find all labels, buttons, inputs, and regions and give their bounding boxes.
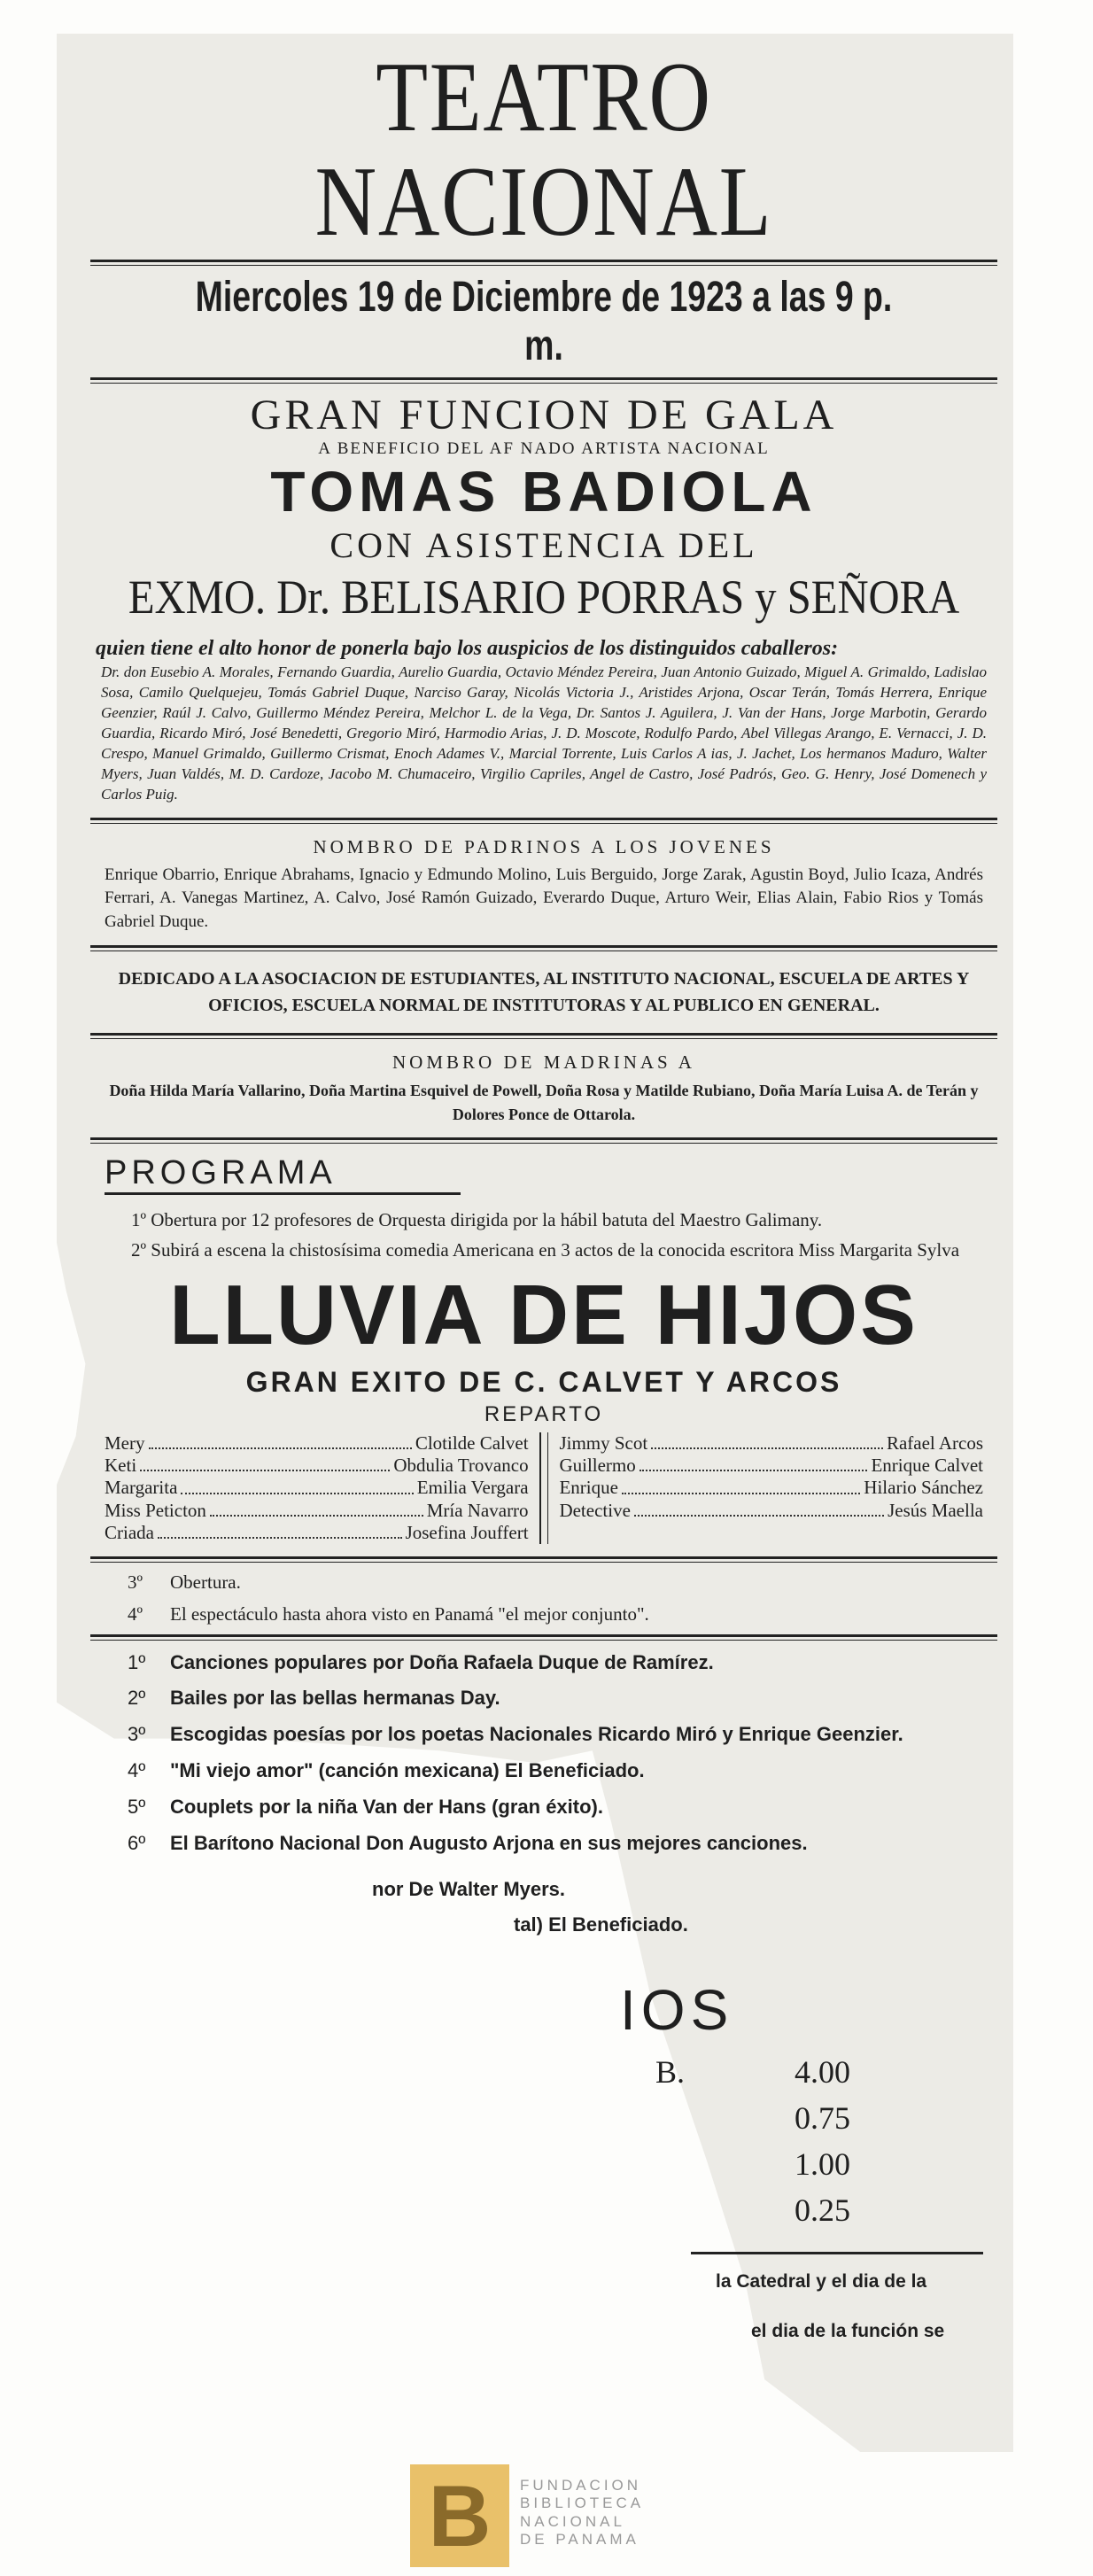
madrinas-list: Doña Hilda María Vallarino, Doña Martina Esquivel de Powell, Doña Rosa y Matilde Rubiano, Doña María Luisa A. de Terán y Dolores Ponce de Ottarola. [109,1081,979,1123]
precios-heading: IOS [620,1978,734,2042]
library-watermark-logo [410,2464,676,2567]
cast-row [105,1500,529,1522]
price-note: el dia de la función se [751,2321,945,2341]
price-row [655,2192,850,2229]
role: Miss Peticton [105,1499,206,1521]
madrinas-title: NOMBRO DE MADRINAS A [392,1051,695,1073]
divider [90,1137,997,1144]
divider [90,260,997,266]
item-text: "Mi viejo amor" (canción mexicana) El Beneficiado. [170,1759,645,1782]
logo-line: FUNDACION [520,2477,642,2494]
play-title: LLUVIA DE HIJOS [169,1268,919,1363]
actor: Emilia Vergara [416,1477,529,1499]
dedication: DEDICADO A LA ASOCIACION DE ESTUDIANTES, AL INSTITUTO NACIONAL, ESCUELA DE ARTES Y OFICIOS, ESCUELA NORMAL DE INSTITUTORAS Y AL PUBLICO EN GENERAL. [118,968,970,1015]
logo-letter: B [410,2464,509,2567]
item-text: El Barítono Nacional Don Augusto Arjona en sus mejores canciones. [170,1831,808,1854]
programa-heading: PROGRAMA [105,1154,461,1195]
beneficio-line: A BENEFICIO DEL AF NADO ARTISTA NACIONAL [318,439,770,459]
role: Enrique [559,1477,618,1499]
item-text: Escogidas poesías por los poetas Nacionales Ricardo Miró y Enrique Geenzier. [170,1723,903,1746]
reparto-heading: REPARTO [484,1402,604,1427]
cast-row [105,1455,529,1477]
asistencia-line: CON ASISTENCIA DEL [329,525,758,566]
divider [691,2252,983,2254]
program-item [128,1570,983,1594]
cast-list [105,1432,983,1544]
program-item [128,1602,983,1626]
item-number: 1º [128,1650,146,1673]
program-item [105,1207,983,1232]
divider [90,1634,997,1641]
actor: Rafael Arcos [886,1432,983,1455]
actor: Mría Navarro [426,1499,529,1521]
cast-row [559,1477,983,1499]
price-value: 0.25 [795,2192,850,2228]
actor: Enrique Calvet [871,1455,983,1477]
item-number: 5º [128,1795,146,1818]
actor: Clotilde Calvet [415,1432,529,1455]
role: Keti [105,1455,137,1477]
logo-line: BIBLIOTECA [520,2495,645,2512]
item-text: El espectáculo hasta ahora visto en Panamá "el mejor conjunto". [170,1603,649,1626]
guest-of-honor: EXMO. Dr. BELISARIO PORRAS y SEÑORA [128,570,960,625]
torn-text-fragment: nor De Walter Myers. [372,1878,566,1900]
padrinos-list: Enrique Obarrio, Enrique Abrahams, Ignacio y Edmundo Molino, Luis Berguido, Jorge Zarak, Agustin Boyd, Julio Icaza, Andrés Ferrari, A. Vanegas Martinez, A. Calvo, José Ramón Guizado, Everardo Duque, Arturo Weir, Elias Alain, Fabio Rios y Tomás Gabriel Duque. [105,865,983,931]
logo-text [520,2477,644,2549]
divider [90,818,997,824]
item-text: Couplets por la niña Van der Hans (gran éxito). [170,1795,603,1818]
item-text: Obertura por 12 profesores de Orquesta dirigida por la hábil batuta del Maestro Galimany. [151,1208,823,1230]
price-note: la Catedral y el dia de la [716,2271,927,2292]
cast-row [559,1500,983,1522]
item-number: 6º [128,1831,146,1854]
role: Criada [105,1521,154,1543]
actor: Hilario Sánchez [864,1477,983,1499]
auspicios-intro: quien tiene el alto honor de ponerla bajo los auspicios de los distinguidos caballeros: [96,637,839,661]
torn-text-fragment: tal) El Beneficiado. [514,1913,688,1936]
divider [90,1033,997,1039]
item-number: 2º [131,1238,147,1261]
divider [90,945,997,951]
role: Guillermo [559,1455,636,1477]
cast-column-left [105,1432,529,1544]
price-row [655,2145,850,2183]
cast-column-right [559,1432,983,1544]
program-item [128,1757,983,1785]
caballeros-list: Dr. don Eusebio A. Morales, Fernando Guardia, Aurelio Guardia, Octavio Méndez Pereira, Juan Antonio Guizado, Miguel A. Grimaldo, Ladislao Sosa, Camilo Quelquejeu, Tomás Gabriel Duque, Narciso Garay, Nicolás Victoria J., Aristides Arjona, Oscar Terán, Tomás Herrera, Enrique Geenzier, Raúl J. Calvo, Guillermo Méndez Pereira, Melchor L. de la Vega, Dr. Santos J. Aguilera, J. Van der Hans, Jorge Marbotin, Gerardo Guardia, Ricardo Miró, José Benedetti, Gregorio Miró, Harmodio Arias, J. D. Moscote, Rodulfo Pardo, Abel Villegas Arango, E. Vernacci, J. D. Crespo, Manuel Grimaldo, Guillermo Crismat, Enoch Adames V., Marcial Torrente, Luis Carlos A ias, J. Jachet, Los hermanos Maduro, Walter Myers, Juan Valdés, M. D. Cardoze, Jacobo M. Chumaceiro, Virgilio Capriles, Angel de Castro, José Padrós, Geo. G. Henry, José Domenech y Carlos Puig. [101,663,987,803]
price-row [655,2053,850,2091]
program-item [128,1649,983,1677]
logo-line: NACIONAL [520,2512,625,2530]
cast-row [105,1522,529,1544]
play-subtitle: GRAN EXITO DE C. CALVET Y ARCOS [245,1366,842,1399]
program-item [128,1721,983,1749]
price-value: 4.00 [795,2054,850,2090]
item-number: 3º [128,1571,143,1593]
logo-line: DE PANAMA [520,2531,640,2549]
cast-row [105,1432,529,1455]
price-label: B. [655,2054,686,2090]
divider [90,1556,997,1563]
artist-name: TOMAS BADIOLA [270,460,818,524]
role: Detective [559,1499,631,1521]
price-value: 1.00 [795,2146,850,2182]
cast-row [559,1455,983,1477]
item-number: 3º [128,1723,146,1746]
item-text: Subirá a escena la chistosísima comedia Americana en 3 actos de la conocida escritora Miss Margarita Sylva [151,1238,960,1261]
cast-row [105,1477,529,1499]
actor: Obdulia Trovanco [393,1455,529,1477]
price-value: 0.75 [795,2100,850,2136]
price-row [655,2099,850,2137]
item-number: 1º [131,1208,147,1230]
program-item [105,1238,983,1262]
item-text: Canciones populares por Doña Rafaela Duque de Ramírez. [170,1650,714,1673]
cast-row [559,1432,983,1455]
actor: Josefina Jouffert [405,1521,529,1543]
poster-content [74,34,1013,1866]
item-number: 4º [128,1603,143,1626]
item-text: Obertura. [170,1571,241,1593]
program-item [128,1830,983,1858]
role: Mery [105,1432,145,1455]
event-date: Miercoles 19 de Diciembre de 1923 a las 9 p. m. [195,274,893,370]
role: Jimmy Scot [559,1432,648,1455]
role: Margarita [105,1477,178,1499]
padrinos-title: NOMBRO DE PADRINOS A LOS JOVENES [313,835,775,857]
column-divider [539,1432,549,1544]
item-text: Bailes por las bellas hermanas Day. [170,1687,500,1710]
item-number: 4º [128,1759,146,1782]
divider [90,377,997,384]
gala-heading: GRAN FUNCION DE GALA [250,392,838,439]
item-number: 2º [128,1687,146,1710]
program-item [128,1685,983,1712]
program-item [128,1794,983,1821]
actor: Jesús Maella [888,1499,983,1521]
theatre-title: TEATRO NACIONAL [314,43,773,257]
